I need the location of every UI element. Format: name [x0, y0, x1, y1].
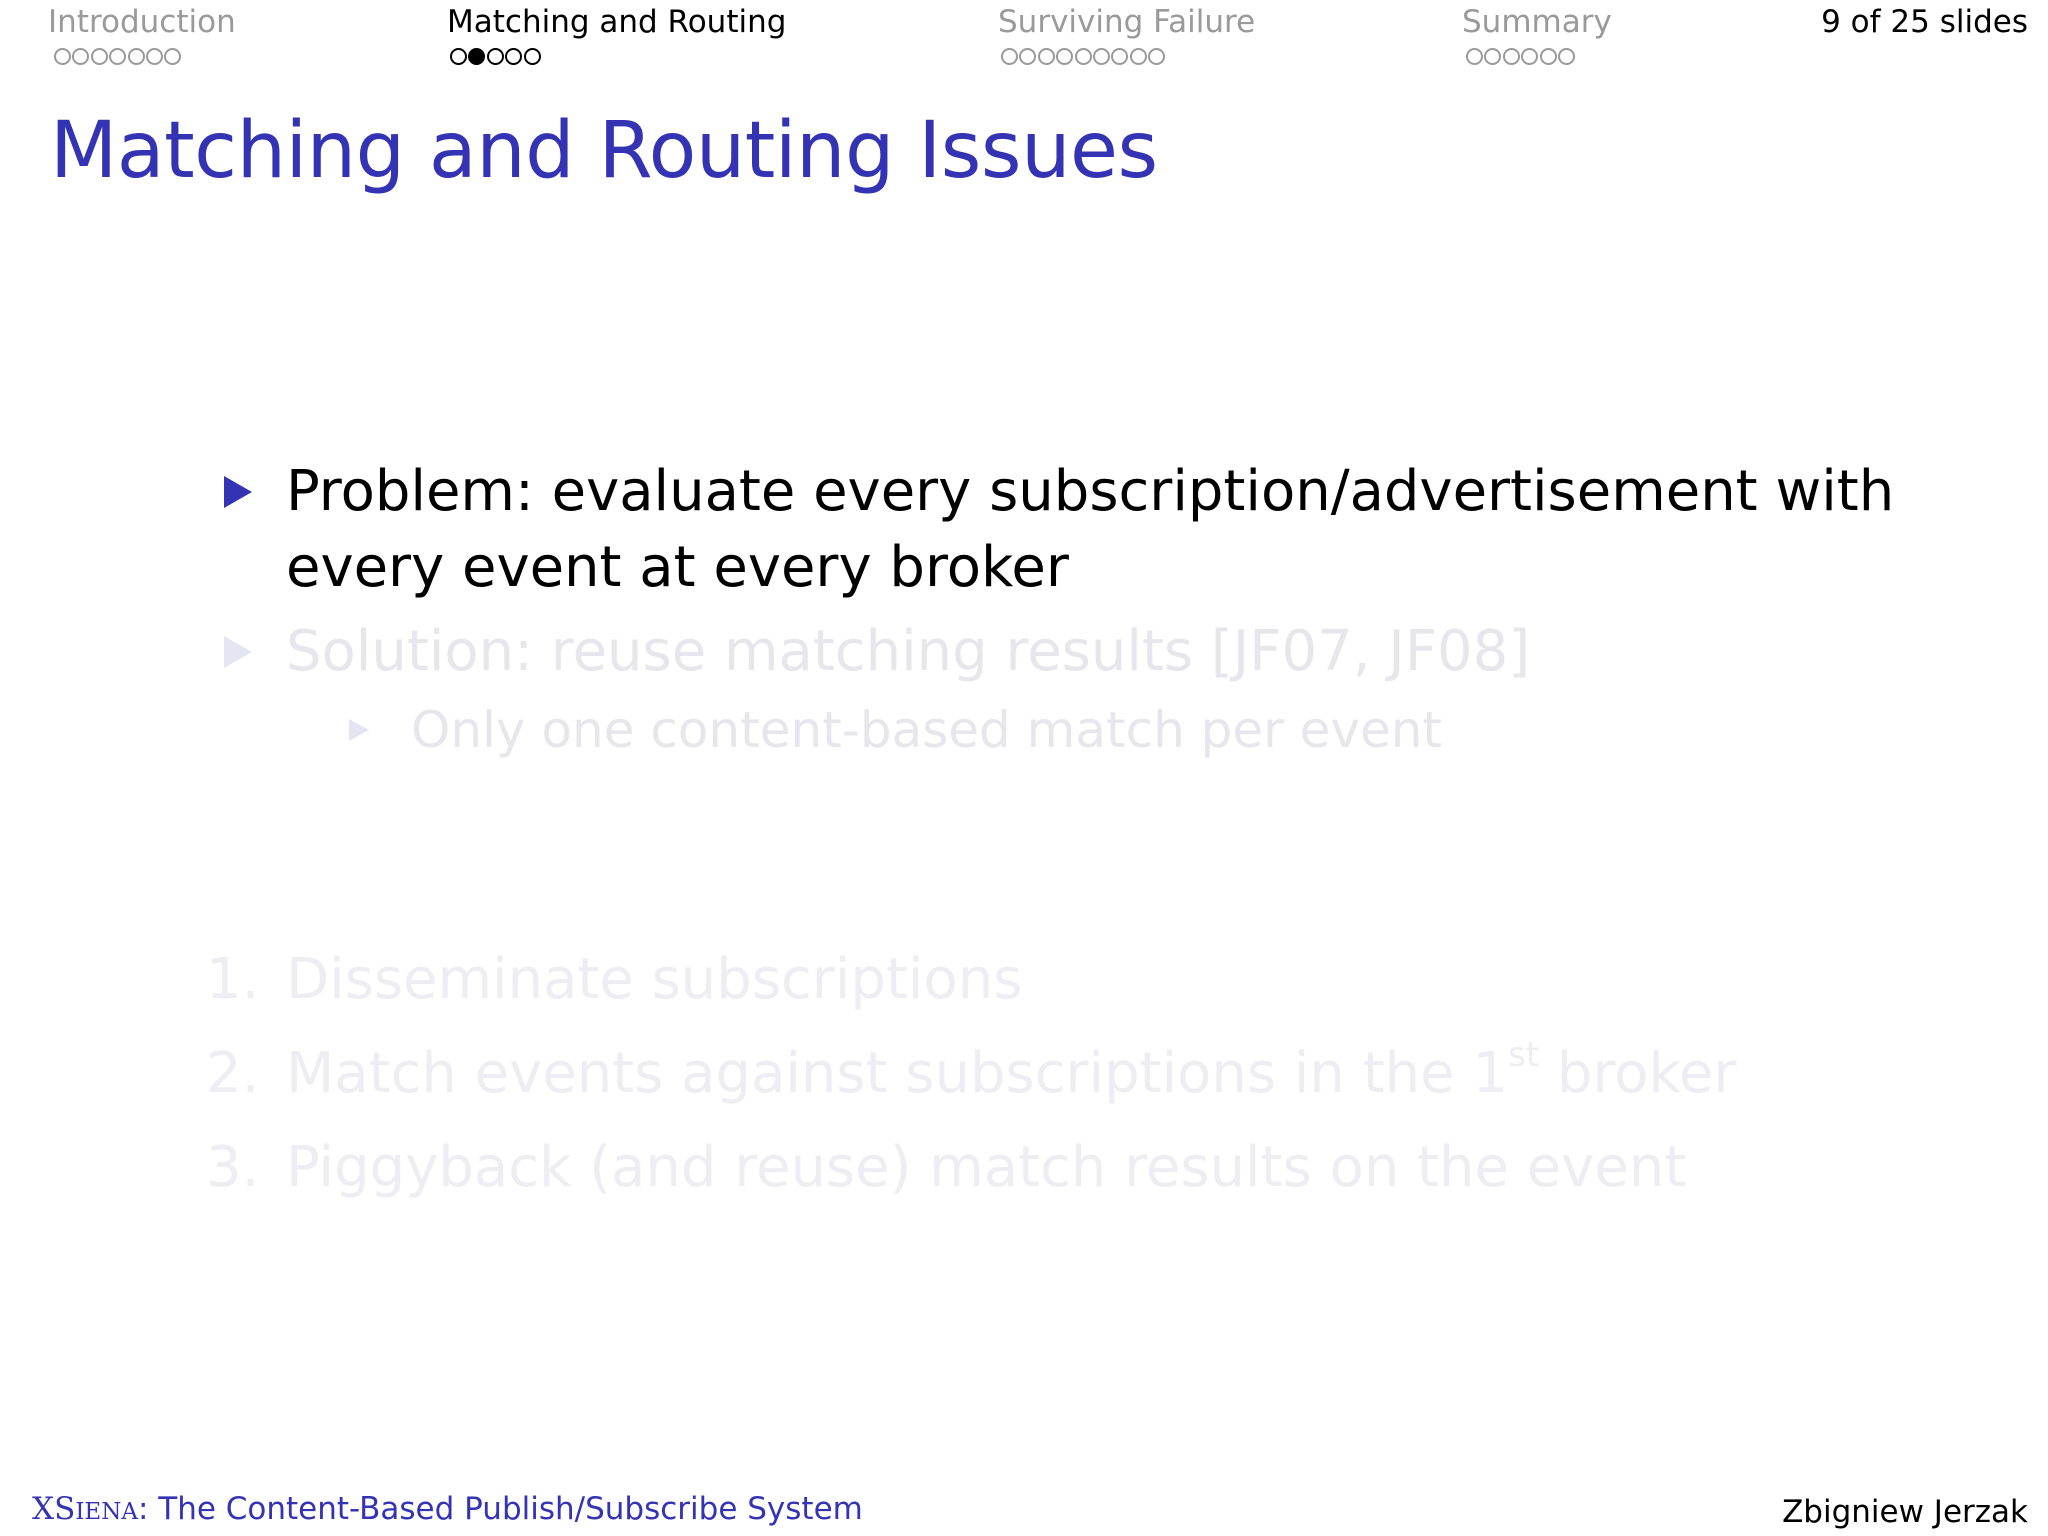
- nav-section-summary[interactable]: [1462, 2, 1612, 42]
- bullet-problem-line2: every event at every broker: [286, 535, 1069, 600]
- step-2: [206, 1035, 1737, 1112]
- footer-brand-rest: IENA: [75, 1499, 138, 1525]
- sub-bullet-match-text: Only one content-based match per event: [411, 701, 1443, 759]
- nav-dots-introduction: [54, 48, 181, 68]
- nav-dot[interactable]: [164, 48, 181, 65]
- footer-brand-s: S: [54, 1491, 76, 1527]
- nav-dot[interactable]: [72, 48, 89, 65]
- nav-dot[interactable]: [1130, 48, 1147, 65]
- nav-dot[interactable]: [1540, 48, 1557, 65]
- nav-section-label: Summary: [1462, 4, 1612, 40]
- footer-brand-x: X: [32, 1491, 55, 1527]
- step-number: 1.: [206, 947, 260, 1012]
- nav-dot[interactable]: [54, 48, 71, 65]
- nav-section-label: Matching and Routing: [447, 4, 787, 40]
- nav-dot[interactable]: [1521, 48, 1538, 65]
- nav-dot-current[interactable]: [468, 48, 485, 65]
- bullet-problem-line1: Problem: evaluate every subscription/advertisement with: [286, 459, 1895, 524]
- nav-dot[interactable]: [1093, 48, 1110, 65]
- nav-dot[interactable]: [450, 48, 467, 65]
- nav-section-label: Introduction: [48, 4, 236, 40]
- step-text-superscript: st: [1508, 1035, 1540, 1075]
- sub-bullet-triangle-icon: [349, 719, 369, 741]
- nav-dot[interactable]: [109, 48, 126, 65]
- step-text: Piggyback (and reuse) match results on the event: [286, 1135, 1687, 1200]
- step-number: 2.: [206, 1041, 260, 1106]
- step-text-after: broker: [1539, 1041, 1737, 1106]
- nav-dot[interactable]: [91, 48, 108, 65]
- nav-dots-matching-and-routing: [450, 48, 541, 68]
- nav-section-matching-and-routing[interactable]: [447, 2, 786, 42]
- step-3: [206, 1130, 1687, 1206]
- step-number: 3.: [206, 1135, 260, 1200]
- footer-brand: [32, 1491, 138, 1527]
- footer-subtitle: : The Content-Based Publish/Subscribe System: [137, 1491, 863, 1527]
- nav-dots-surviving-failure: [1001, 48, 1165, 68]
- nav-dots-summary: [1466, 48, 1575, 68]
- bullet-solution-text: Solution: reuse matching results [JF07, JF08]: [286, 619, 1531, 684]
- step-text: Disseminate subscriptions: [286, 947, 1023, 1012]
- bullet-triangle-icon: [224, 476, 252, 508]
- nav-dot[interactable]: [1019, 48, 1036, 65]
- nav-dot[interactable]: [1075, 48, 1092, 65]
- nav-section-surviving-failure[interactable]: [998, 2, 1255, 42]
- nav-dot[interactable]: [1503, 48, 1520, 65]
- slide-counter: 9 of 25 slides: [1821, 4, 2028, 40]
- nav-dot[interactable]: [1111, 48, 1128, 65]
- nav-section-label: Surviving Failure: [998, 4, 1256, 40]
- nav-dot[interactable]: [1558, 48, 1575, 65]
- bullet-triangle-icon: [224, 636, 252, 668]
- nav-dot[interactable]: [505, 48, 522, 65]
- nav-dot[interactable]: [1484, 48, 1501, 65]
- nav-dot[interactable]: [1038, 48, 1055, 65]
- nav-dot[interactable]: [487, 48, 504, 65]
- nav-section-introduction[interactable]: [48, 2, 236, 42]
- step-text: [286, 1036, 1736, 1112]
- footer-author: Zbigniew Jerzak: [1782, 1494, 2028, 1530]
- nav-dot[interactable]: [146, 48, 163, 65]
- nav-dot[interactable]: [524, 48, 541, 65]
- nav-dot[interactable]: [1148, 48, 1165, 65]
- footer-title: [32, 1489, 863, 1532]
- nav-dot[interactable]: [1056, 48, 1073, 65]
- step-text-before: Match events against subscriptions in the 1: [286, 1041, 1509, 1106]
- nav-dot[interactable]: [128, 48, 145, 65]
- step-1: [206, 942, 1023, 1018]
- nav-dot[interactable]: [1466, 48, 1483, 65]
- slide-title: Matching and Routing Issues: [50, 106, 1158, 196]
- nav-dot[interactable]: [1001, 48, 1018, 65]
